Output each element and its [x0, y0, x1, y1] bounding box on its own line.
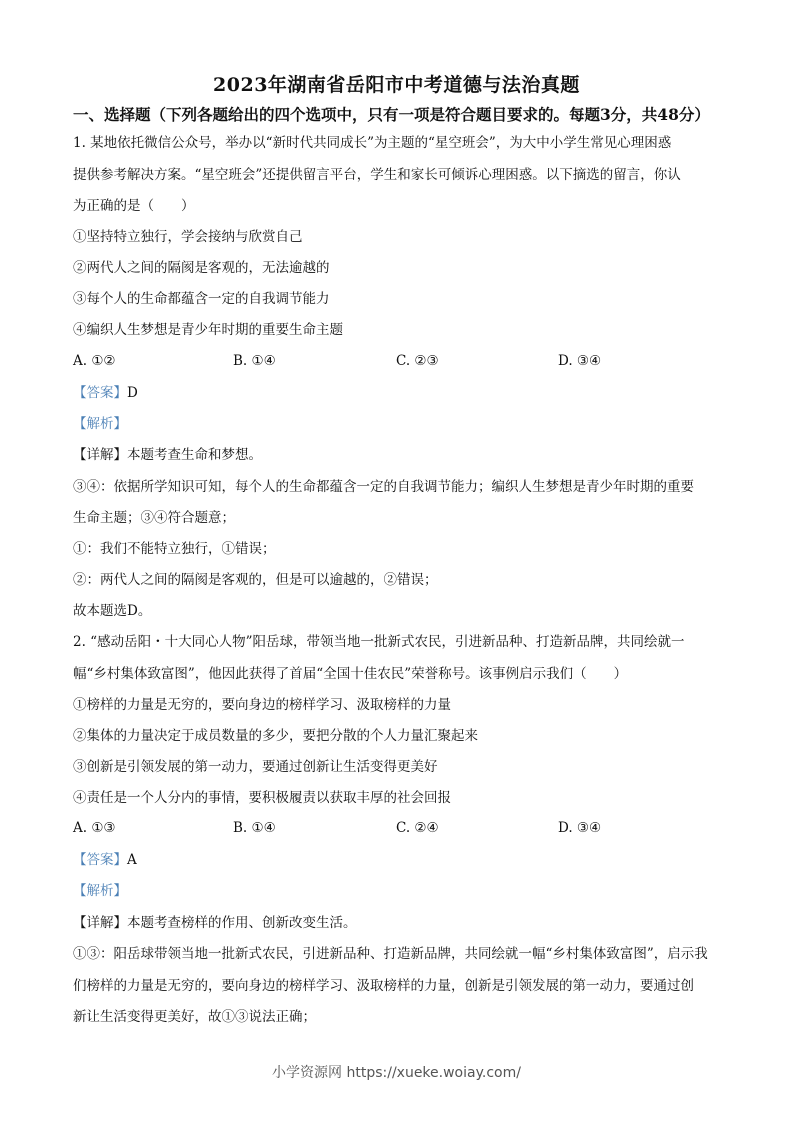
q1-stem-line-2: 提供参考解决方案。“星空班会”还提供留言平台，学生和家长可倾诉心理困惑。以下摘选的留言，你认: [73, 167, 681, 183]
q1-detail-line-2: ③④：依据所学知识可知，每个人的生命都蕴含一定的自我调节能力；编织人生梦想是青少年时期的重要: [73, 479, 694, 495]
q2-detail-line-4: 新让生活变得更美好，故①③说法正确；: [73, 1009, 316, 1025]
q1-statement-3: ③每个人的生命都蕴含一定的自我调节能力: [73, 291, 330, 307]
q1-statement-2: ②两代人之间的隔阂是客观的，无法逾越的: [73, 260, 330, 276]
q1-detail-line-1: 【详解】本题考查生命和梦想。: [73, 447, 262, 463]
q2-statement-3: ③创新是引领发展的第一动力，要通过创新让生活变得更美好: [73, 759, 438, 775]
q2-answer: [73, 851, 137, 869]
q1-option-d: D. ③④: [558, 353, 602, 369]
q1-stem-line-3: 为正确的是（ ）: [73, 198, 195, 214]
q1-option-b: B. ①④: [233, 353, 276, 369]
q1-statement-1: ①坚持特立独行，学会接纳与欣赏自己: [73, 229, 303, 245]
q1-analysis-label: 【解析】: [73, 416, 127, 432]
q2-stem-line-1: 2. “感动岳阳・十大同心人物”阳岳球，带领当地一批新式农民，引进新品种、打造新品牌，共同绘就一: [73, 634, 685, 650]
section-heading: 一、选择题（下列各题给出的四个选项中，只有一项是符合题目要求的。每题3分，共48分）: [73, 105, 710, 124]
q1-statement-4: ④编织人生梦想是青少年时期的重要生命主题: [73, 322, 343, 338]
q1-detail-line-6: 故本题选D。: [73, 603, 152, 619]
answer-value: D: [127, 385, 138, 401]
q1-detail-line-3: 生命主题；③④符合题意；: [73, 510, 235, 526]
q2-statement-4: ④责任是一个人分内的事情，要积极履责以获取丰厚的社会回报: [73, 790, 451, 806]
q2-option-a: A. ①③: [73, 820, 116, 836]
q2-stem-line-2: 幅“乡村集体致富图”，他因此获得了首届“全国十佳农民”荣誉称号。该事例启示我们（ ）: [73, 666, 628, 682]
q1-option-c: C. ②③: [396, 353, 439, 369]
q2-detail-line-1: 【详解】本题考查榜样的作用、创新改变生活。: [73, 915, 357, 931]
q1-detail-line-4: ①：我们不能特立独行，①错误；: [73, 541, 276, 557]
q2-option-c: C. ②④: [396, 820, 439, 836]
answer-label: 【答案】: [73, 852, 127, 868]
q2-analysis-label: 【解析】: [73, 883, 127, 899]
footer-watermark: 小学资源网 https://xueke.woiay.com/: [272, 1065, 521, 1081]
q2-detail-line-3: 们榜样的力量是无穷的，要向身边的榜样学习、汲取榜样的力量，创新是引领发展的第一动力，要通过创: [73, 978, 694, 994]
q2-option-b: B. ①④: [233, 820, 276, 836]
q1-answer: [73, 384, 138, 402]
q1-option-a: A. ①②: [73, 353, 116, 369]
q1-detail-line-5: ②：两代人之间的隔阂是客观的，但是可以逾越的，②错误；: [73, 572, 438, 588]
q2-statement-1: ①榜样的力量是无穷的，要向身边的榜样学习、汲取榜样的力量: [73, 697, 451, 713]
answer-label: 【答案】: [73, 385, 127, 401]
q2-statement-2: ②集体的力量决定于成员数量的多少，要把分散的个人力量汇聚起来: [73, 728, 478, 744]
q1-stem-line-1: 1. 某地依托微信公众号，举办以“新时代共同成长”为主题的“星空班会”，为大中小学生常见心理困惑: [73, 135, 672, 151]
answer-value: A: [127, 852, 137, 868]
q2-detail-line-2: ①③：阳岳球带领当地一批新式农民，引进新品种、打造新品牌，共同绘就一幅“乡村集体致富图”，启示我: [73, 946, 708, 962]
q2-option-d: D. ③④: [558, 820, 602, 836]
page-title: 2023年湖南省岳阳市中考道德与法治真题: [213, 74, 580, 96]
